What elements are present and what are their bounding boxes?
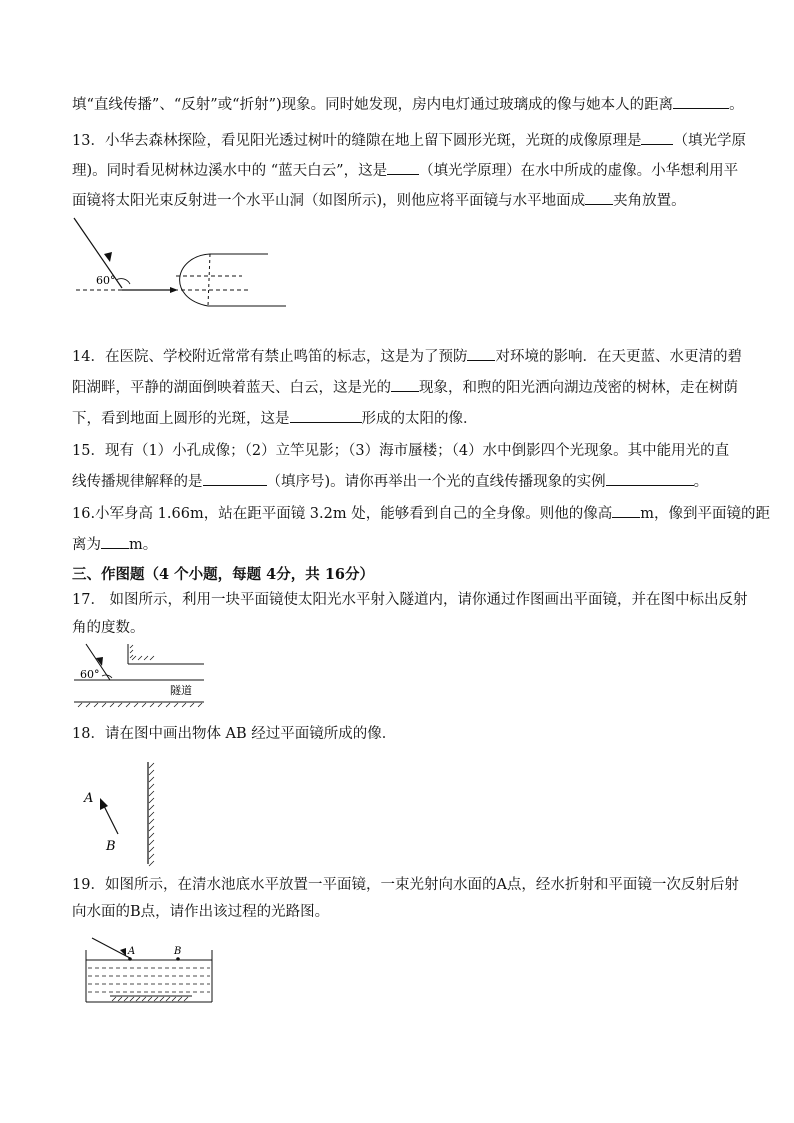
q16-line-1 bbox=[72, 503, 770, 524]
fig19-point-a: A bbox=[128, 946, 136, 957]
q14-text-1a: 14．在医院、学校附近常常有禁止鸣笛的标志，这是为了预防 bbox=[72, 349, 468, 365]
q13-text-1b: （填光学原 bbox=[673, 133, 746, 149]
q15-text-2a: 线传播规律解释的是 bbox=[72, 474, 203, 490]
q14-text-2a: 阳湖畔，平静的湖面倒映着蓝天、白云，这是光的 bbox=[72, 380, 391, 396]
q13-line-3 bbox=[72, 190, 686, 211]
q19-text-1: 19．如图所示，在清水池底水平放置一平面镜，一束光射向水面的A点，经水折射和平面镜一次反射后射 bbox=[72, 877, 739, 893]
q16-text-2b: m。 bbox=[129, 537, 158, 553]
q13-text-2a: 理)。同时看见树林边溪水中的 “蓝天白云”，这是 bbox=[72, 163, 388, 179]
figure-13-cave-diagram bbox=[70, 214, 300, 314]
q15-text-1: 15．现有（1）小孔成像；（2）立竿见影；（3）海市蜃楼；（4）水中倒影四个光现象。其中能用光的直 bbox=[72, 443, 730, 459]
q14-blank-1[interactable] bbox=[467, 346, 495, 361]
figure-19-pool-diagram bbox=[80, 932, 220, 1006]
fig19-point-b: B bbox=[174, 946, 182, 957]
q13-blank-1[interactable] bbox=[641, 130, 673, 145]
q16-text-2a: 离为 bbox=[72, 537, 101, 553]
section-3-title: 三、作图题（4 个小题，每题 4分，共 16分） bbox=[72, 566, 374, 583]
q19-line-1 bbox=[72, 875, 739, 895]
q13-text-2b: （填光学原理）在水中所成的虚像。小华想利用平 bbox=[419, 163, 739, 179]
q13-blank-2[interactable] bbox=[387, 160, 419, 175]
q12-tail-text: 填“直线传播”、“反射”或“折射”)现象。同时她发现，房内电灯通过玻璃成的像与她本人的距离 bbox=[72, 97, 674, 113]
fig13-angle-label: 60° bbox=[96, 274, 116, 287]
q13-text-3b: 夹角放置。 bbox=[613, 193, 686, 209]
fig18-point-b: B bbox=[106, 839, 116, 854]
q12-tail-end: 。 bbox=[729, 97, 744, 113]
q15-text-2b: （填序号)。请你再举出一个光的直线传播现象的实例 bbox=[266, 474, 606, 490]
q14-text-2b: 现象，和煦的阳光洒向湖边茂密的树林，走在树荫 bbox=[419, 380, 738, 396]
q16-blank-2[interactable] bbox=[101, 534, 129, 549]
q13-text-1a: 13．小华去森林探险，看见阳光透过树叶的缝隙在地上留下圆形光斑，光斑的成像原理是 bbox=[72, 133, 642, 149]
q14-text-3a: 下，看到地面上圆形的光斑，这是 bbox=[72, 411, 290, 427]
q14-blank-3[interactable] bbox=[290, 408, 362, 423]
fig17-tunnel-label: 隧道 bbox=[170, 684, 192, 697]
q16-blank-1[interactable] bbox=[612, 503, 640, 518]
q13-blank-3[interactable] bbox=[585, 190, 613, 205]
q19-line-2 bbox=[72, 902, 329, 922]
q15-line-2 bbox=[72, 471, 708, 492]
q14-blank-2[interactable] bbox=[391, 377, 419, 392]
q16-text-1a: 16.小军身高 1.66m，站在距平面镜 3.2m 处，能够看到自己的全身像。则他的像高 bbox=[72, 506, 613, 522]
q17-text-1: 17． 如图所示，利用一块平面镜使太阳光水平射入隧道内，请你通过作图画出平面镜，并在图中标出反射 bbox=[72, 592, 748, 608]
figure-17-tunnel-diagram bbox=[70, 640, 210, 710]
q15-line-1 bbox=[72, 441, 729, 461]
q14-text-3b: 形成的太阳的像． bbox=[361, 411, 478, 427]
figure-18-mirror-diagram bbox=[78, 758, 168, 868]
q13-line-1 bbox=[72, 130, 746, 151]
q14-text-1b: 对环境的影响．在天更蓝、水更清的碧 bbox=[495, 349, 742, 365]
q16-line-2 bbox=[72, 534, 157, 555]
q17-text-2: 角的度数。 bbox=[72, 620, 145, 636]
q13-line-2 bbox=[72, 160, 738, 181]
q17-line-2 bbox=[72, 618, 145, 638]
q12-answer-blank[interactable] bbox=[673, 94, 729, 109]
q18-line-1 bbox=[72, 724, 396, 744]
q13-text-3a: 面镜将太阳光束反射进一个水平山洞（如图所示)，则他应将平面镜与水平地面成 bbox=[72, 193, 586, 209]
fig18-point-a: A bbox=[84, 791, 94, 806]
q12-tail-line bbox=[72, 94, 744, 115]
fig17-angle-label: 60° bbox=[80, 668, 100, 681]
q15-blank-2[interactable] bbox=[606, 471, 694, 486]
q19-text-2: 向水面的B点，请作出该过程的光路图。 bbox=[72, 904, 330, 920]
q18-text-1: 18．请在图中画出物体 AB 经过平面镜所成的像． bbox=[72, 726, 397, 742]
q14-line-2 bbox=[72, 377, 738, 398]
q17-line-1 bbox=[72, 590, 748, 610]
q15-text-2c: 。 bbox=[693, 474, 709, 490]
q14-line-3 bbox=[72, 408, 478, 429]
q14-line-1 bbox=[72, 346, 742, 367]
q15-blank-1[interactable] bbox=[203, 471, 267, 486]
section-3-heading bbox=[72, 565, 374, 585]
q16-text-1b: m，像到平面镜的距 bbox=[640, 506, 770, 522]
